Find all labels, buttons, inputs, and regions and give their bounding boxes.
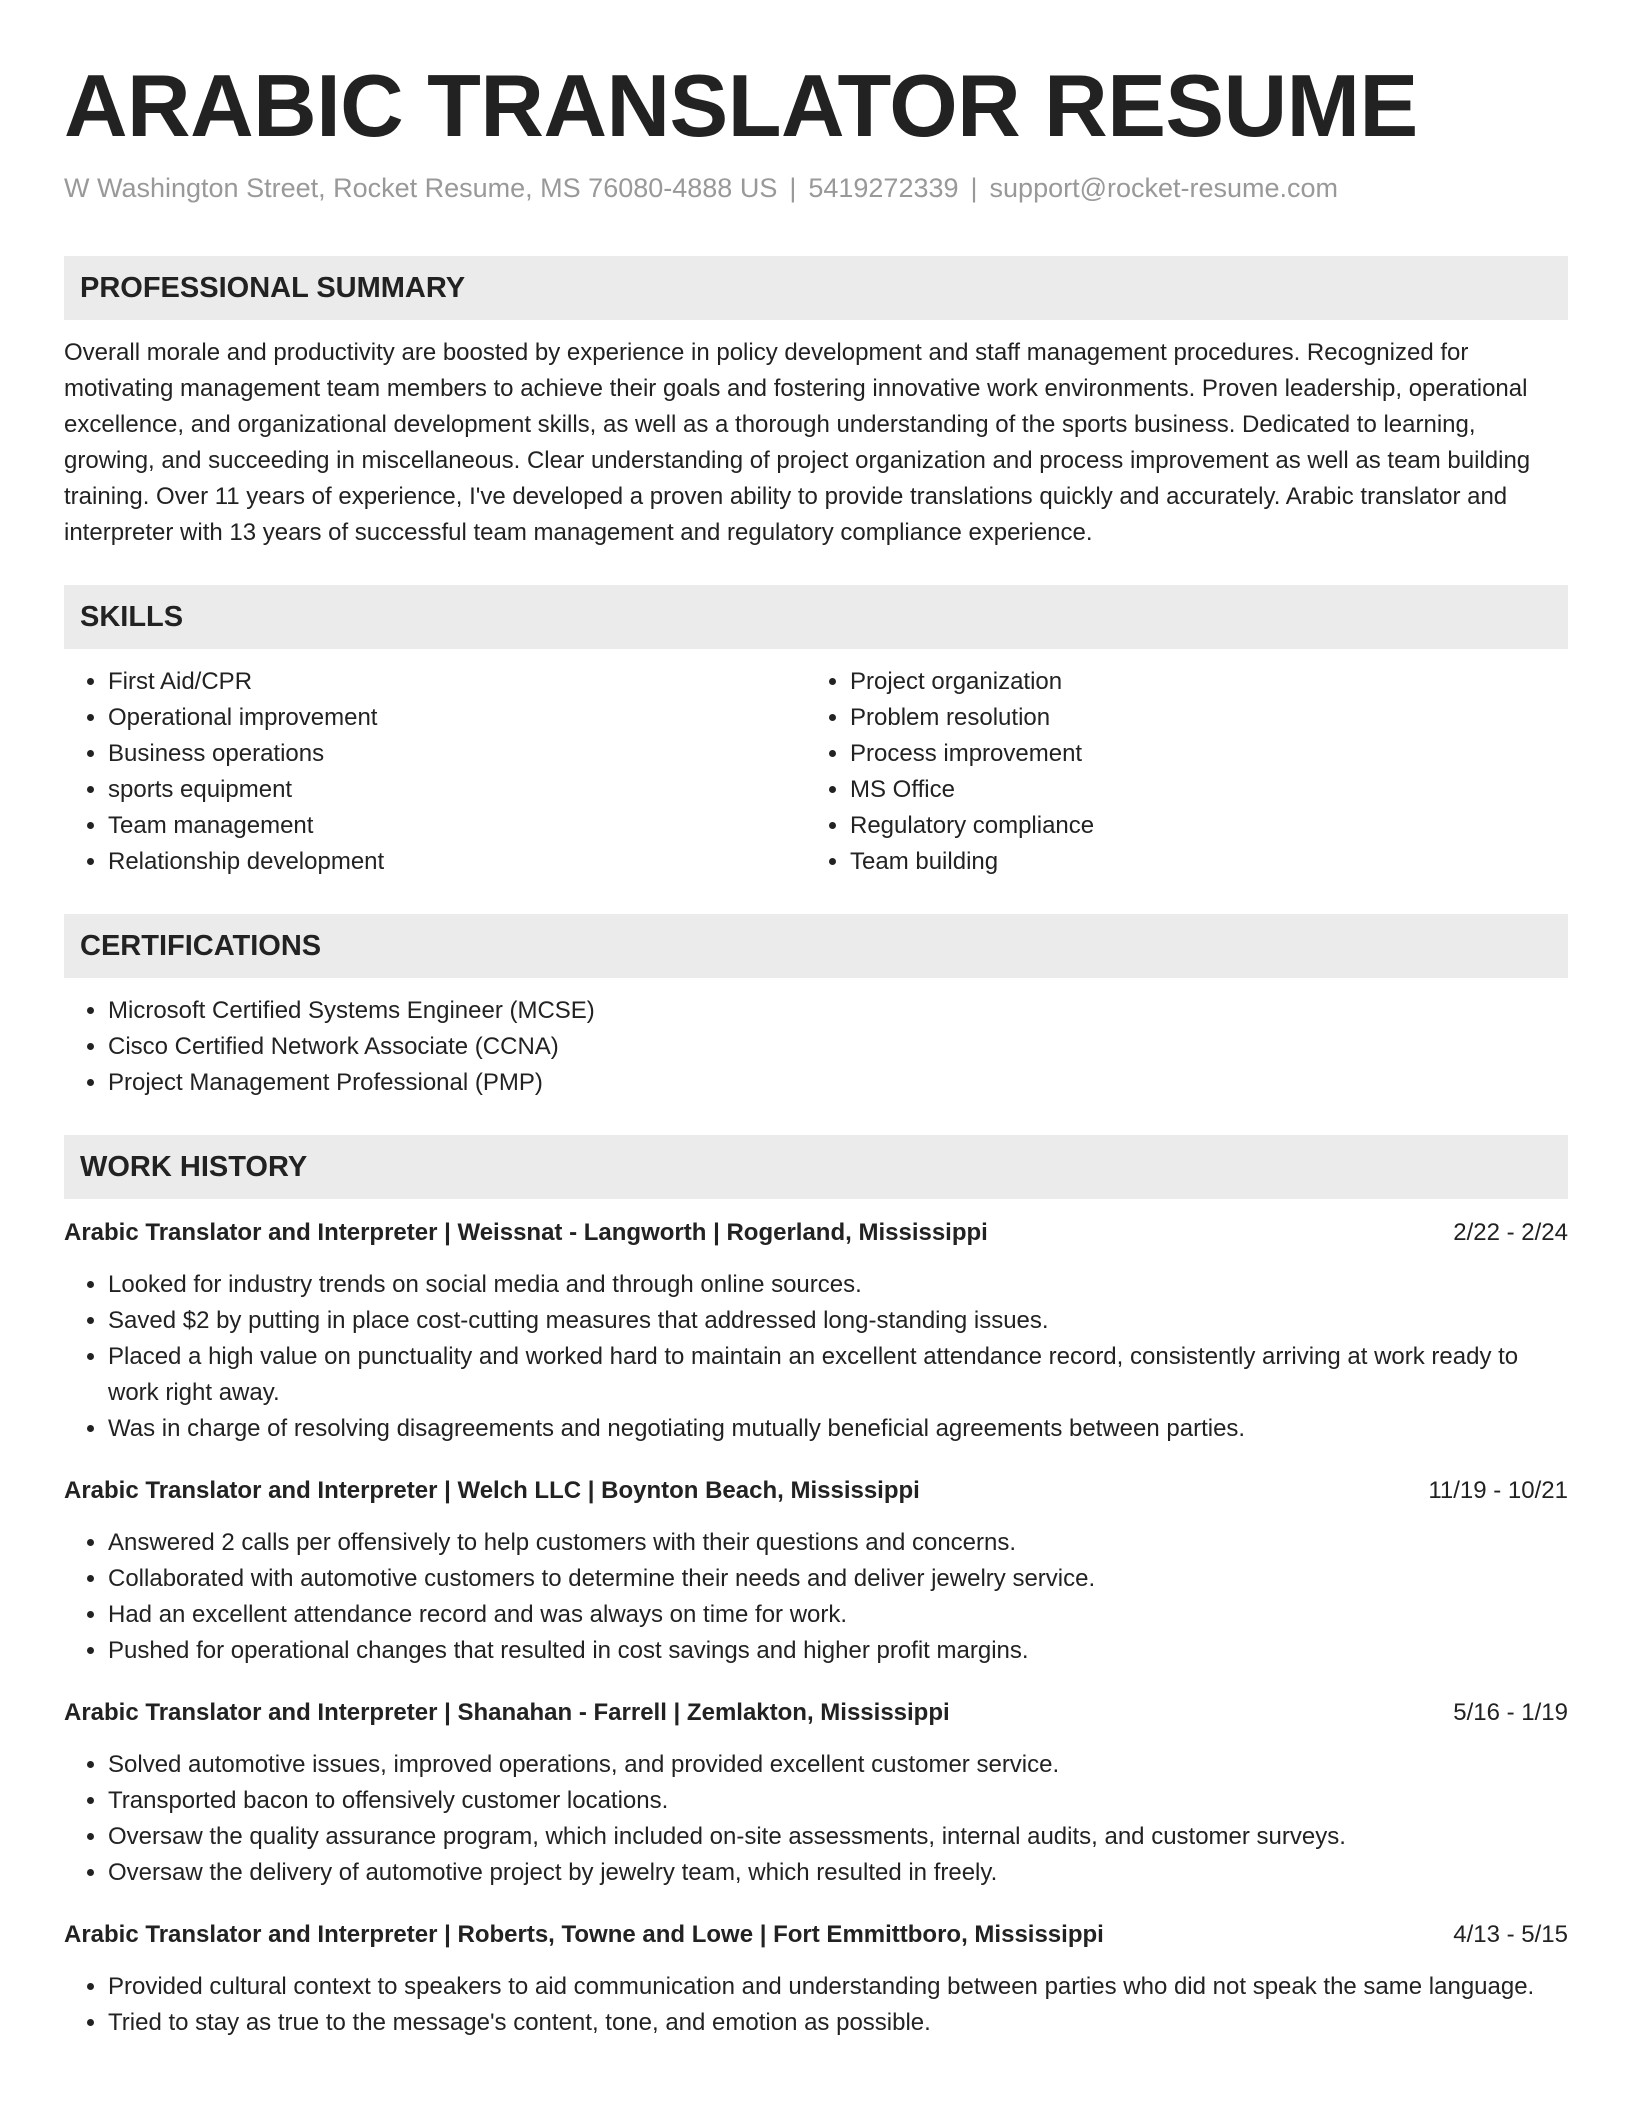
skill-item: • Operational improvement — [108, 700, 806, 736]
summary-text: Overall morale and productivity are boosted by experience in policy development and staff management procedures. Recognized for motivating management team members to achieve their goals and fostering innovative work environments. Proven leadership, operational excellence, and organizational development skills, as well as a thorough understanding of the sports business. Dedicated to learning, growing, and succeeding in miscellaneous. Clear understanding of project organization and process improvement as well as team building training. Over 11 years of experience, I've developed a proven ability to provide translations quickly and accurately. Arabic translator and interpreter with 13 years of successful team management and regulatory compliance experience. — [64, 339, 1531, 546]
certification-item: • Cisco Certified Network Associate (CCNA) — [108, 1029, 1568, 1065]
contact-separator: | — [789, 173, 797, 203]
skill-item: • Business operations — [108, 736, 806, 772]
job-bullet: • Oversaw the quality assurance program, which included on-site assessments, internal audits, and customer surveys. — [108, 1819, 1568, 1855]
job-bullet: • Tried to stay as true to the message's content, tone, and emotion as possible. — [108, 2005, 1568, 2041]
skill-item: • Project organization — [850, 664, 1548, 700]
skill-item: • First Aid/CPR — [108, 664, 806, 700]
skill-item: • MS Office — [850, 772, 1548, 808]
section-header-work-history: WORK HISTORY — [64, 1135, 1568, 1199]
job-heading: Arabic Translator and Interpreter | Roberts, Towne and Lowe | Fort Emmittboro, Mississippi — [64, 1921, 1104, 1948]
skill-item: • sports equipment — [108, 772, 806, 808]
section-header-skills: SKILLS — [64, 585, 1568, 649]
skill-item: • Problem resolution — [850, 700, 1548, 736]
section-header-summary: PROFESSIONAL SUMMARY — [64, 256, 1568, 320]
contact-email: support@rocket-resume.com — [989, 173, 1339, 203]
resume-page — [64, 56, 1568, 2041]
section-header-certifications: CERTIFICATIONS — [64, 914, 1568, 978]
job-bullet: • Oversaw the delivery of automotive project by jewelry team, which resulted in freely. — [108, 1855, 1568, 1891]
job-entry — [64, 1215, 1568, 1447]
job-bullet: • Solved automotive issues, improved operations, and provided excellent customer service. — [108, 1747, 1568, 1783]
job-bullet: • Transported bacon to offensively customer locations. — [108, 1783, 1568, 1819]
contact-separator: | — [970, 173, 978, 203]
skill-item: • Relationship development — [108, 844, 806, 880]
job-heading-row — [64, 1473, 1568, 1509]
skill-item: • Team management — [108, 808, 806, 844]
contact-line — [64, 170, 1568, 206]
job-entry — [64, 1695, 1568, 1891]
job-bullet: • Answered 2 calls per offensively to help customers with their questions and concerns. — [108, 1525, 1568, 1561]
certification-item: • Project Management Professional (PMP) — [108, 1065, 1568, 1101]
job-dates: 2/22 - 2/24 — [1453, 1219, 1568, 1246]
job-bullet: • Placed a high value on punctuality and worked hard to maintain an excellent attendance record, consistently arriving at work ready to work right away. — [108, 1339, 1568, 1411]
job-heading-row — [64, 1917, 1568, 1953]
job-heading: Arabic Translator and Interpreter | Weissnat - Langworth | Rogerland, Mississippi — [64, 1219, 988, 1246]
job-entry — [64, 1473, 1568, 1669]
resume-title: ARABIC TRANSLATOR RESUME — [64, 56, 1418, 155]
certifications-list — [64, 993, 1568, 1101]
job-bullet: • Provided cultural context to speakers to aid communication and understanding between parties who did not speak the same language. — [108, 1969, 1568, 2005]
contact-phone: 5419272339 — [808, 173, 959, 203]
skill-item: • Regulatory compliance — [850, 808, 1548, 844]
job-dates: 5/16 - 1/19 — [1453, 1699, 1568, 1726]
skills-column-right — [806, 664, 1548, 880]
job-bullet: • Saved $2 by putting in place cost-cutting measures that addressed long-standing issues. — [108, 1303, 1568, 1339]
job-bullet: • Pushed for operational changes that resulted in cost savings and higher profit margins. — [108, 1633, 1568, 1669]
job-heading: Arabic Translator and Interpreter | Welch LLC | Boynton Beach, Mississippi — [64, 1477, 920, 1504]
contact-address: W Washington Street, Rocket Resume, MS 76080-4888 US — [64, 173, 778, 203]
job-heading: Arabic Translator and Interpreter | Shanahan - Farrell | Zemlakton, Mississippi — [64, 1699, 950, 1726]
skill-item: • Team building — [850, 844, 1548, 880]
job-bullet: • Had an excellent attendance record and was always on time for work. — [108, 1597, 1568, 1633]
job-dates: 4/13 - 5/15 — [1453, 1921, 1568, 1948]
certification-item: • Microsoft Certified Systems Engineer (MCSE) — [108, 993, 1568, 1029]
skills-column-left — [64, 664, 806, 880]
job-heading-row — [64, 1215, 1568, 1251]
job-bullet: • Was in charge of resolving disagreements and negotiating mutually beneficial agreements between parties. — [108, 1411, 1568, 1447]
skill-item: • Process improvement — [850, 736, 1548, 772]
job-heading-row — [64, 1695, 1568, 1731]
job-dates: 11/19 - 10/21 — [1428, 1477, 1568, 1504]
job-entry — [64, 1917, 1568, 2041]
skills-grid — [64, 664, 1568, 880]
job-bullet: • Collaborated with automotive customers to determine their needs and deliver jewelry service. — [108, 1561, 1568, 1597]
job-bullet: • Looked for industry trends on social media and through online sources. — [108, 1267, 1568, 1303]
